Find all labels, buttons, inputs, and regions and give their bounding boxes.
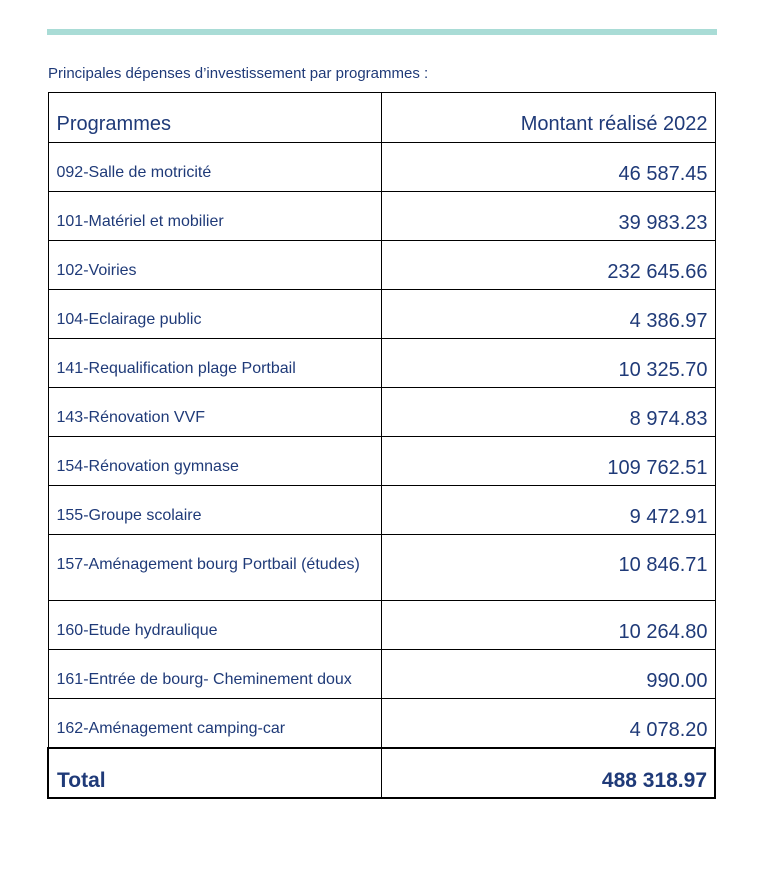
program-name: 141-Requalification plage Portbail <box>48 339 381 388</box>
table-row <box>48 486 715 535</box>
program-amount: 46 587.45 <box>381 143 715 192</box>
table-row <box>48 437 715 486</box>
table-row <box>48 192 715 241</box>
total-amount: 488 318.97 <box>381 748 715 798</box>
table-row <box>48 339 715 388</box>
program-name: 143-Rénovation VVF <box>48 388 381 437</box>
program-amount: 39 983.23 <box>381 192 715 241</box>
table-row <box>48 650 715 699</box>
table-row <box>48 699 715 748</box>
header-montant: Montant réalisé 2022 <box>381 93 715 143</box>
table-row <box>48 241 715 290</box>
header-programmes: Programmes <box>48 93 381 143</box>
table-row <box>48 143 715 192</box>
top-divider-rule <box>47 29 717 35</box>
programs-table <box>47 92 716 799</box>
total-label: Total <box>48 748 381 798</box>
program-name: 162-Aménagement camping-car <box>48 699 381 748</box>
program-amount: 232 645.66 <box>381 241 715 290</box>
program-name: 101-Matériel et mobilier <box>48 192 381 241</box>
program-amount: 10 325.70 <box>381 339 715 388</box>
program-amount: 4 386.97 <box>381 290 715 339</box>
program-name: 157-Aménagement bourg Portbail (études) <box>48 535 381 601</box>
program-amount: 10 846.71 <box>381 535 715 601</box>
program-amount: 4 078.20 <box>381 699 715 748</box>
program-name: 161-Entrée de bourg- Cheminement doux <box>48 650 381 699</box>
program-name: 154-Rénovation gymnase <box>48 437 381 486</box>
table-row <box>48 601 715 650</box>
table-row <box>48 290 715 339</box>
program-name: 102-Voiries <box>48 241 381 290</box>
program-amount: 10 264.80 <box>381 601 715 650</box>
table-header-row <box>48 93 715 143</box>
table-caption: Principales dépenses d’investissement par programmes : <box>48 65 429 82</box>
program-name: 155-Groupe scolaire <box>48 486 381 535</box>
total-row <box>48 748 715 798</box>
program-amount: 109 762.51 <box>381 437 715 486</box>
program-amount: 9 472.91 <box>381 486 715 535</box>
program-name: 092-Salle de motricité <box>48 143 381 192</box>
program-name: 104-Eclairage public <box>48 290 381 339</box>
program-name: 160-Etude hydraulique <box>48 601 381 650</box>
program-amount: 8 974.83 <box>381 388 715 437</box>
program-amount: 990.00 <box>381 650 715 699</box>
table-row <box>48 535 715 601</box>
table-row <box>48 388 715 437</box>
